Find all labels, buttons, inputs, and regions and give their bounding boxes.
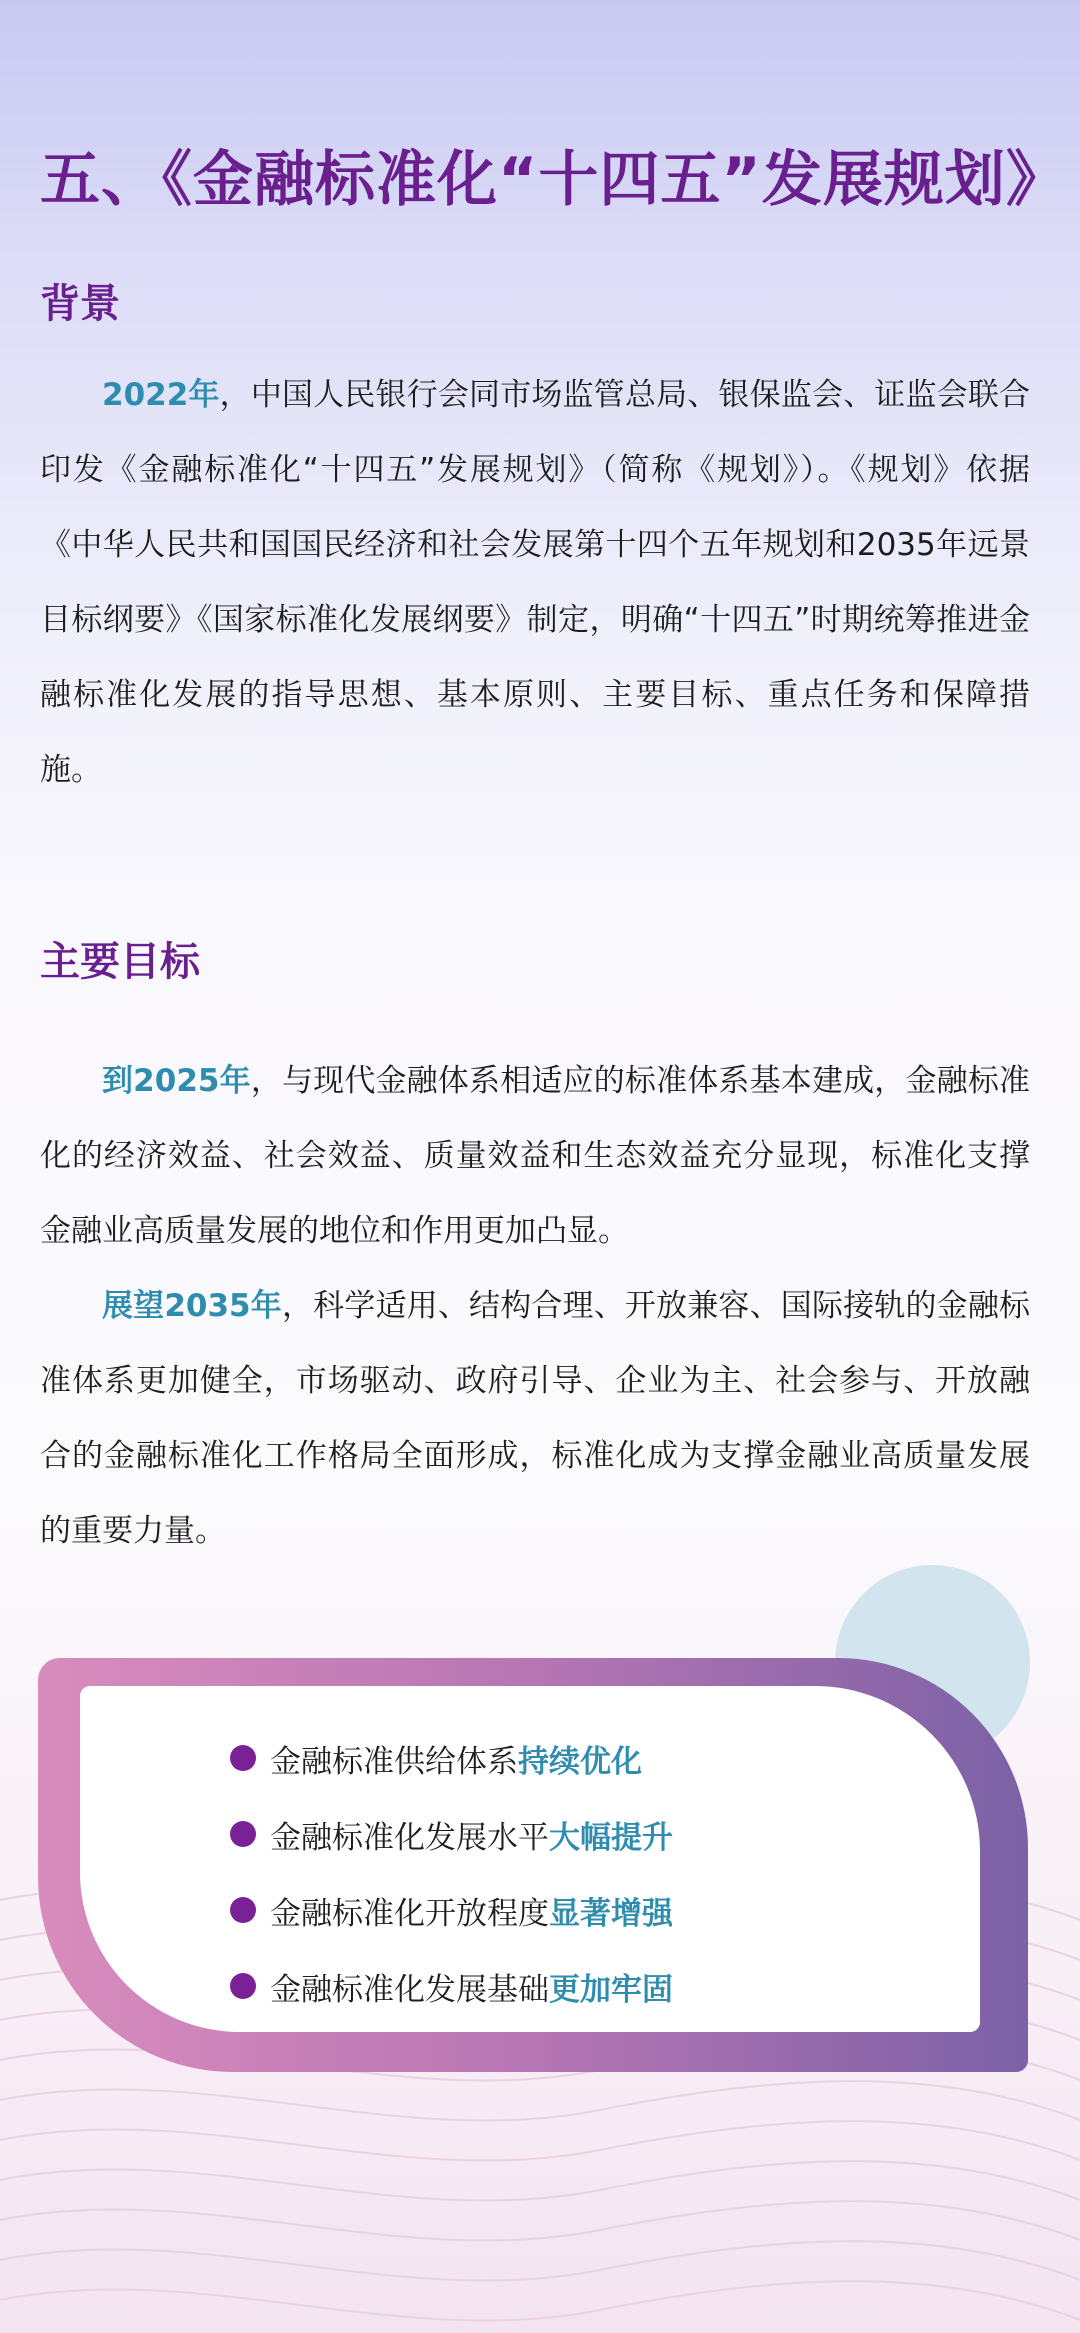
- goal-item-highlight: 显著增强: [549, 1895, 673, 1932]
- goal-item: [230, 1796, 673, 1872]
- bullet-dot-icon: [230, 1821, 256, 1847]
- goal-item: [230, 1872, 673, 1948]
- bullet-dot-icon: [230, 1897, 256, 1923]
- goal-2035-text: ，科学适用、结构合理、开放兼容、国际接轨的金融标准体系更加健全，市场驱动、政府引导、企业为主、社会参与、开放融合的金融标准化工作格局全面形成，标准化成为支撑金融业高质量发展的重要力量。: [40, 1288, 1031, 1549]
- goal-2025-text: ，与现代金融体系相适应的标准体系基本建成，金融标准化的经济效益、社会效益、质量效益和生态效益充分显现，标准化支撑金融业高质量发展的地位和作用更加凸显。: [40, 1063, 1031, 1249]
- goals-paragraph-2025: [40, 1044, 1030, 1269]
- goals-paragraph-2035: [40, 1269, 1030, 1569]
- goal-2025-highlight: 到2025年: [102, 1063, 251, 1099]
- goal-item-text: 金融标准化开放程度: [270, 1895, 549, 1932]
- goal-item-highlight: 更加牢固: [549, 1971, 673, 2008]
- background-paragraph: [40, 358, 1030, 808]
- goal-item: [230, 1948, 673, 2024]
- goal-item-text: 金融标准化发展基础: [270, 1971, 549, 2008]
- background-text: ，中国人民银行会同市场监管总局、银保监会、证监会联合印发《金融标准化“十四五”发展规划》（简称《规划》）。《规划》依据《中华人民共和国国民经济和社会发展第十四个五年规划和2035年远景目标纲要》《国家标准化发展纲要》制定，明确“十四五”时期统筹推进金融标准化发展的指导思想、基本原则、主要目标、重点任务和保障措施。: [40, 377, 1031, 788]
- background-heading: 背景: [40, 281, 120, 327]
- goal-item-highlight: 大幅提升: [549, 1819, 673, 1856]
- goal-item-text: 金融标准供给体系: [270, 1743, 518, 1780]
- goal-2035-highlight: 展望2035年: [102, 1288, 282, 1324]
- goal-item: [230, 1720, 673, 1796]
- goals-heading: 主要目标: [40, 939, 200, 985]
- goal-list: [230, 1720, 673, 2024]
- goal-item-text: 金融标准化发展水平: [270, 1819, 549, 1856]
- page-title: 五、《金融标准化“十四五”发展规划》: [40, 145, 1067, 215]
- goal-item-highlight: 持续优化: [518, 1743, 642, 1780]
- year-highlight: 2022年: [102, 377, 220, 413]
- bullet-dot-icon: [230, 1745, 256, 1771]
- bullet-dot-icon: [230, 1973, 256, 1999]
